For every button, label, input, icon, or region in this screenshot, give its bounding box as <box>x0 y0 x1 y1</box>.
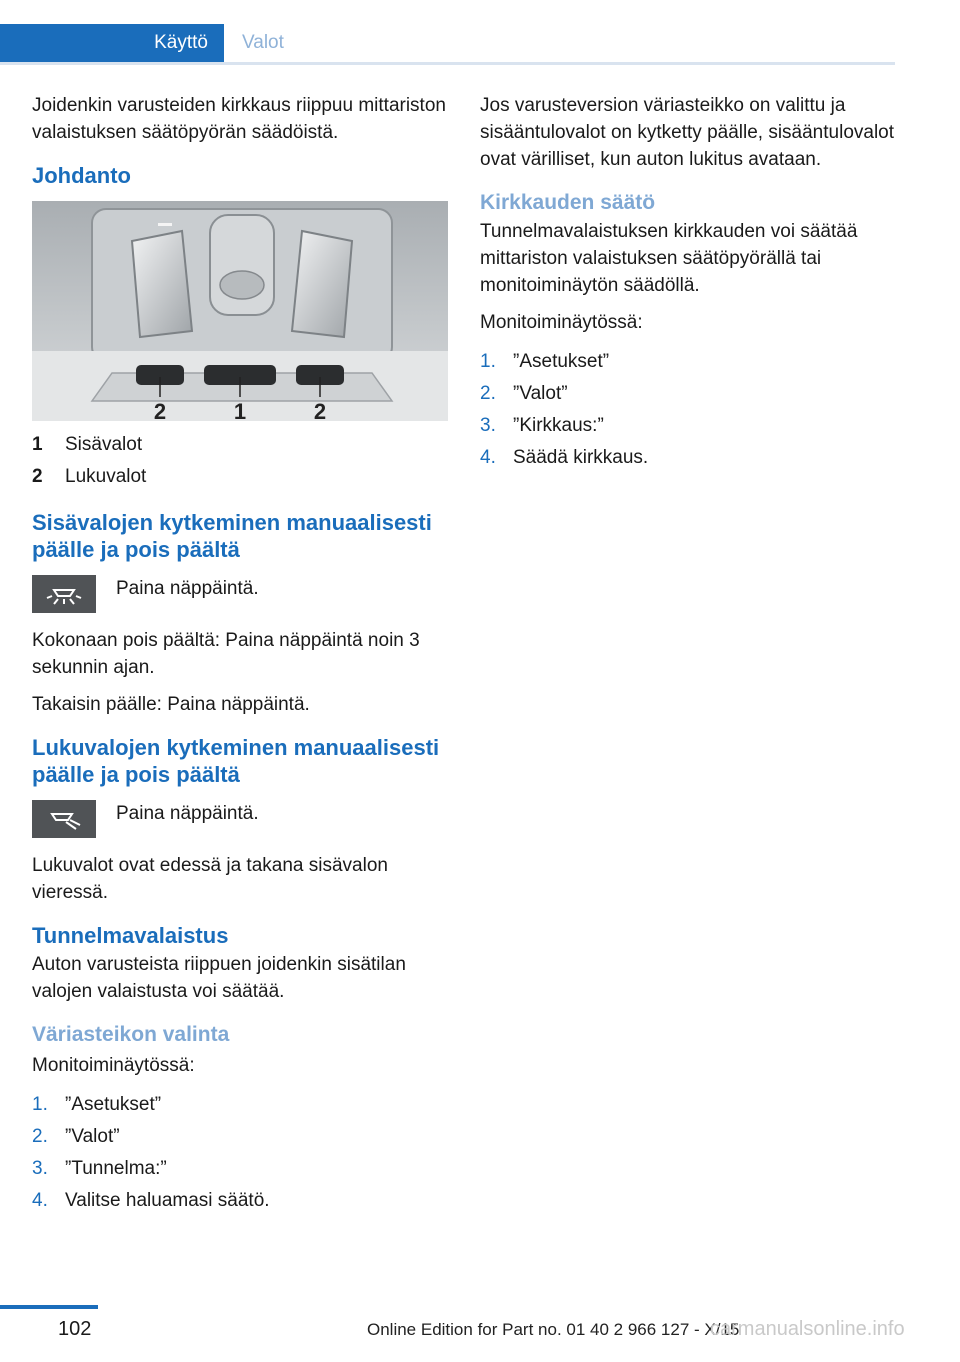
interior-key-instruction: Paina näppäintä. <box>116 578 259 599</box>
header-tabs <box>0 24 895 65</box>
edition-footer: Online Edition for Part no. 01 40 2 966 127 - X/15 <box>367 1320 740 1339</box>
list-number: 4. <box>32 1190 48 1211</box>
heading-kirkkaus: Kirkkauden säätö <box>480 191 656 214</box>
legend-text: Lukuvalot <box>65 466 147 487</box>
reading-key-instruction: Paina näppäintä. <box>116 803 259 824</box>
tunnelma-paragraph: Auton varusteista riippuen joidenkin sisätilan valojen valaistusta voi säätää. <box>32 954 406 1002</box>
list-item <box>32 1121 448 1153</box>
list-number: 3. <box>480 415 496 436</box>
list-item <box>32 1089 448 1121</box>
heading-variasteikko: Väriasteikon valinta <box>32 1023 230 1046</box>
list-item <box>32 1185 448 1217</box>
legend-number: 2 <box>32 466 43 487</box>
interior-light-key-row <box>32 575 448 613</box>
figure-legend <box>32 429 448 493</box>
list-item <box>480 442 896 474</box>
list-text: ”Tunnelma:” <box>65 1158 167 1179</box>
list-item <box>32 1153 448 1185</box>
heading-lukuvalot: Lukuvalojen kytkeminen manuaalisesti päälle ja pois päältä <box>32 735 440 787</box>
legend-item <box>32 461 448 493</box>
figure-label-2-left: 2 <box>153 399 167 421</box>
left-column <box>32 92 448 1223</box>
kirkkaus-paragraph: Tunnelmavalaistuksen kirkkauden voi säätää mittariston valaistuksen säätöpyörällä tai monitoiminäytön säädöllä. <box>480 221 858 296</box>
list-item <box>480 378 896 410</box>
list-number: 1. <box>480 351 496 372</box>
sisa-paragraph-1: Kokonaan pois päältä: Paina näppäintä noin 3 sekunnin ajan. <box>32 630 420 678</box>
list-item <box>480 346 896 378</box>
watermark: carmanualsonline.info <box>710 1318 905 1340</box>
overhead-light-figure <box>32 201 448 421</box>
list-item <box>480 410 896 442</box>
figure-label-2-right: 2 <box>313 399 327 421</box>
reading-light-icon <box>32 800 96 838</box>
sisa-paragraph-2: Takaisin päälle: Paina näppäintä. <box>32 694 310 715</box>
list-number: 2. <box>480 383 496 404</box>
right-intro-paragraph: Jos varusteversion väriasteikko on valittu ja sisääntulovalot on kytketty päälle, sisääntulovalot ovat värilliset, kun auton lukitus avataan. <box>480 95 895 170</box>
heading-tunnelma: Tunnelmavalaistus <box>32 923 229 948</box>
list-text: ”Valot” <box>65 1126 120 1147</box>
legend-item <box>32 429 448 461</box>
list-number: 2. <box>32 1126 48 1147</box>
luku-paragraph: Lukuvalot ovat edessä ja takana sisävalon vieressä. <box>32 855 388 903</box>
intro-paragraph: Joidenkin varusteiden kirkkaus riippuu mittariston valaistuksen säätöpyörän säädöistä. <box>32 95 446 143</box>
legend-number: 1 <box>32 434 43 455</box>
list-text: Valitse haluamasi säätö. <box>65 1190 270 1211</box>
list-text: ”Asetukset” <box>513 351 610 372</box>
list-text: ”Valot” <box>513 383 568 404</box>
legend-text: Sisävalot <box>65 434 143 455</box>
page-number: 102 <box>58 1318 92 1340</box>
list-text: ”Kirkkaus:” <box>513 415 604 436</box>
reading-light-key-row <box>32 800 448 838</box>
list-number: 3. <box>32 1158 48 1179</box>
kirkkaus-paragraph-2: Monitoiminäytössä: <box>480 312 643 333</box>
tab-kaytto[interactable]: Käyttö <box>0 24 224 62</box>
interior-light-icon <box>32 575 96 613</box>
figure-label-1: 1 <box>233 399 247 421</box>
list-number: 1. <box>32 1094 48 1115</box>
kirkkaus-steps-list <box>480 346 896 474</box>
vari-steps-list <box>32 1089 448 1217</box>
footer-accent-line <box>0 1305 98 1309</box>
list-text: ”Asetukset” <box>65 1094 162 1115</box>
list-number: 4. <box>480 447 496 468</box>
vari-paragraph: Monitoiminäytössä: <box>32 1055 195 1076</box>
list-text: Säädä kirkkaus. <box>513 447 649 468</box>
tab-valot[interactable]: Valot <box>242 32 284 53</box>
right-column <box>480 92 896 480</box>
heading-johdanto: Johdanto <box>32 163 131 188</box>
heading-sisavalot: Sisävalojen kytkeminen manuaalisesti päälle ja pois päältä <box>32 510 432 562</box>
